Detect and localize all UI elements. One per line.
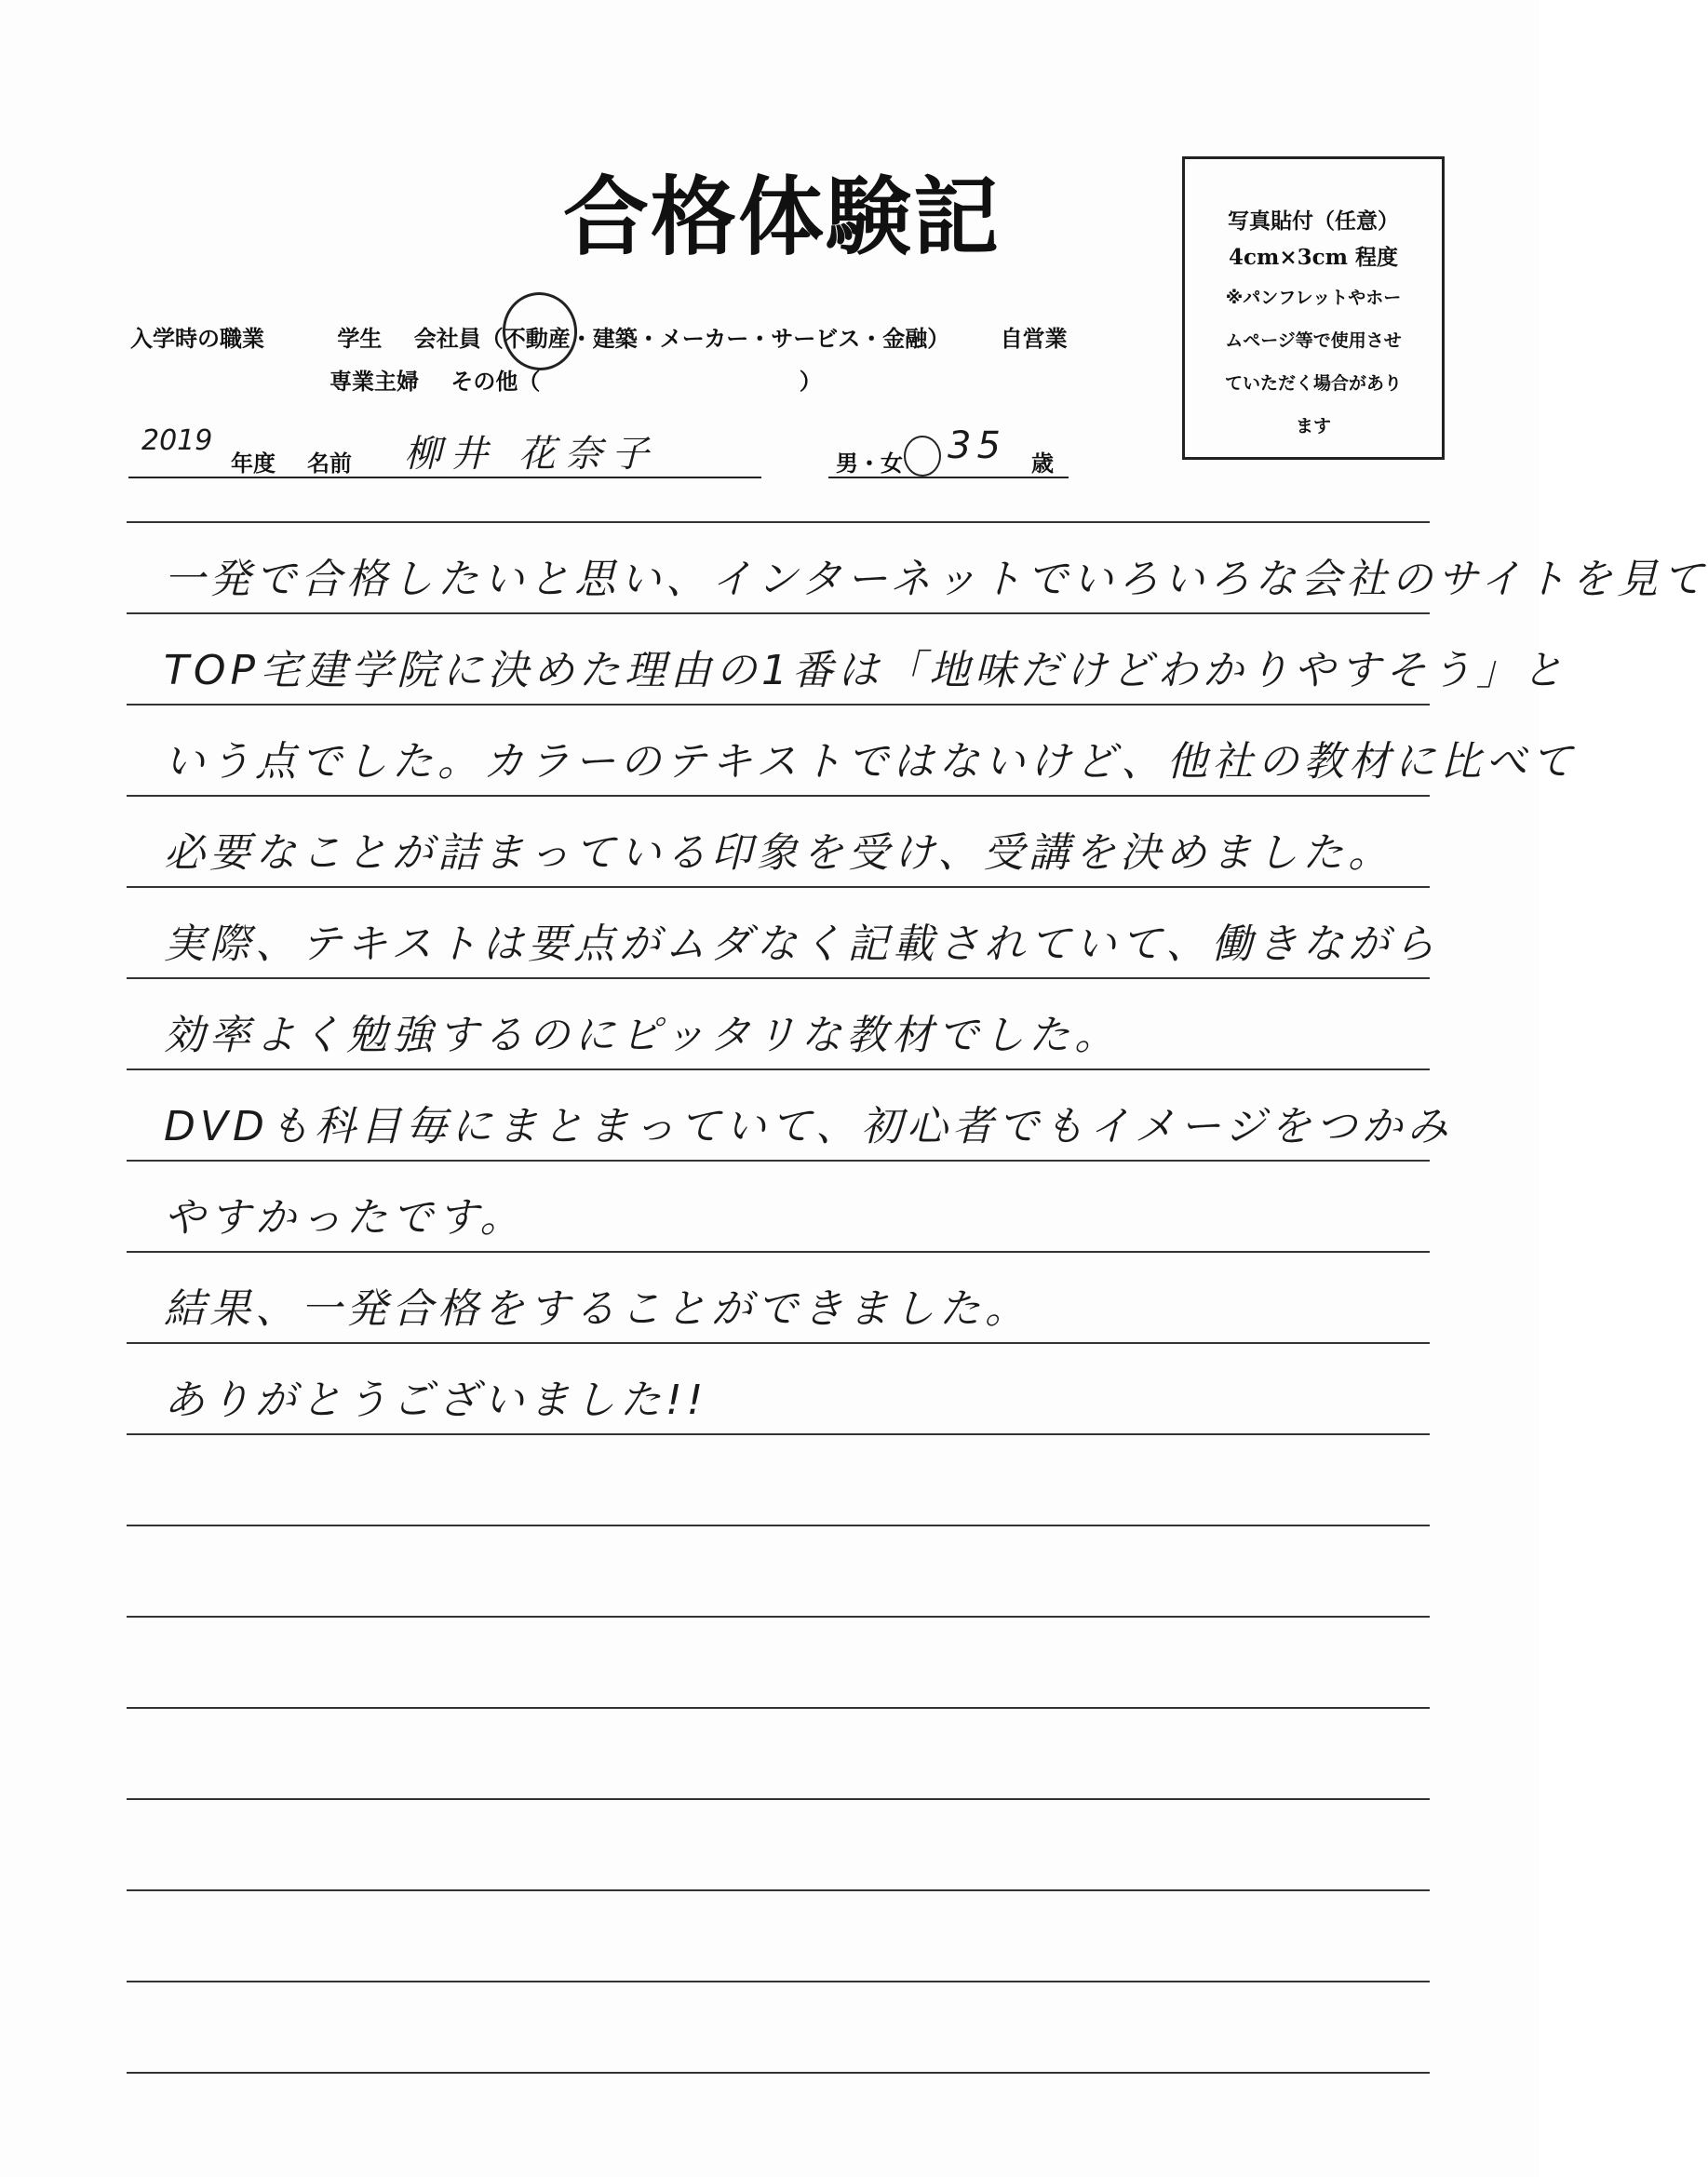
photo-box-note-4: ます xyxy=(1295,416,1331,437)
essay-line: 一発で合格したいと思い、インターネットでいろいろな会社のサイトを見て xyxy=(164,556,1708,603)
photo-box xyxy=(1182,156,1445,460)
gender-separator: ・ xyxy=(858,450,881,477)
occupation-self-employed: 自営業 xyxy=(1000,326,1068,352)
occupation-homemaker: 専業主婦 xyxy=(329,369,419,395)
ruled-line xyxy=(127,1616,1430,1618)
ruled-line xyxy=(127,1433,1430,1435)
essay-line: 実際、テキストは要点がムダなく記載されていて、働きながら xyxy=(164,921,1440,968)
ruled-line xyxy=(127,1525,1430,1526)
selection-circle-mark xyxy=(498,288,583,375)
ruled-line xyxy=(127,1707,1430,1709)
essay-line: やすかったです。 xyxy=(164,1194,526,1242)
year-label: 年度 xyxy=(231,450,276,477)
occupation-company: 会社員（不動産・建築・メーカー・サービス・金融） xyxy=(413,326,950,352)
photo-box-note-3: ていただく場合があり xyxy=(1224,373,1402,394)
photo-box-note-2: ムページ等で使用させ xyxy=(1225,330,1402,351)
name-value: 柳井 花奈子 xyxy=(404,433,658,476)
occupation-other-close: ） xyxy=(799,369,822,395)
ruled-line xyxy=(127,1342,1430,1344)
ruled-line xyxy=(127,1160,1430,1162)
photo-box-title: 写真貼付（任意） xyxy=(1228,209,1399,234)
essay-line: いう点でした。カラーのテキストではないけど、他社の教材に比べて xyxy=(164,738,1578,786)
age-underline xyxy=(828,477,1069,478)
photo-box-note-1: ※パンフレットやホー xyxy=(1225,288,1402,308)
essay-line: ありがとうございました!! xyxy=(164,1377,708,1424)
ruled-line xyxy=(127,2072,1430,2074)
ruled-line xyxy=(127,704,1430,706)
info-row xyxy=(128,424,1059,480)
age-label: 歳 xyxy=(1031,450,1054,477)
name-underline xyxy=(128,477,761,478)
essay-line: 結果、一発合格をすることができました。 xyxy=(164,1285,1030,1333)
year-value: 2019 xyxy=(141,424,213,457)
ruled-line xyxy=(127,612,1430,614)
gender-options xyxy=(836,445,903,477)
occupation-row-2 xyxy=(329,363,822,396)
ruled-line xyxy=(127,1251,1430,1253)
occupation-row-1 xyxy=(130,320,1068,353)
essay-line: 効率よく勉強するのにピッタリな教材でした。 xyxy=(164,1012,1121,1059)
occupation-student: 学生 xyxy=(337,326,383,352)
essay-line: 必要なことが詰まっている印象を受け、受講を決めました。 xyxy=(164,829,1394,877)
essay-line: TOP宅建学院に決めた理由の1番は「地味だけどわかりやすそう」と xyxy=(164,647,1568,694)
ruled-line xyxy=(127,1981,1430,1982)
ruled-line xyxy=(127,1798,1430,1800)
photo-box-size: 4cm×3cm 程度 xyxy=(1229,245,1398,270)
name-label: 名前 xyxy=(307,450,352,477)
ruled-line xyxy=(127,977,1430,979)
gender-male: 男 xyxy=(836,450,858,477)
occupation-other: その他（ xyxy=(451,369,541,395)
essay-line: DVDも科目毎にまとまっていて、初心者でもイメージをつかみ xyxy=(164,1103,1453,1150)
form-title: 合格体験記 xyxy=(562,168,1001,267)
occupation-label: 入学時の職業 xyxy=(130,326,264,352)
ruled-line xyxy=(127,521,1430,523)
ruled-line xyxy=(127,1068,1430,1070)
ruled-line xyxy=(127,1889,1430,1891)
age-value: 35 xyxy=(948,424,1006,467)
female-circle-mark xyxy=(904,436,941,477)
gender-female: 女 xyxy=(881,450,903,477)
ruled-line xyxy=(127,795,1430,797)
ruled-line xyxy=(127,886,1430,888)
